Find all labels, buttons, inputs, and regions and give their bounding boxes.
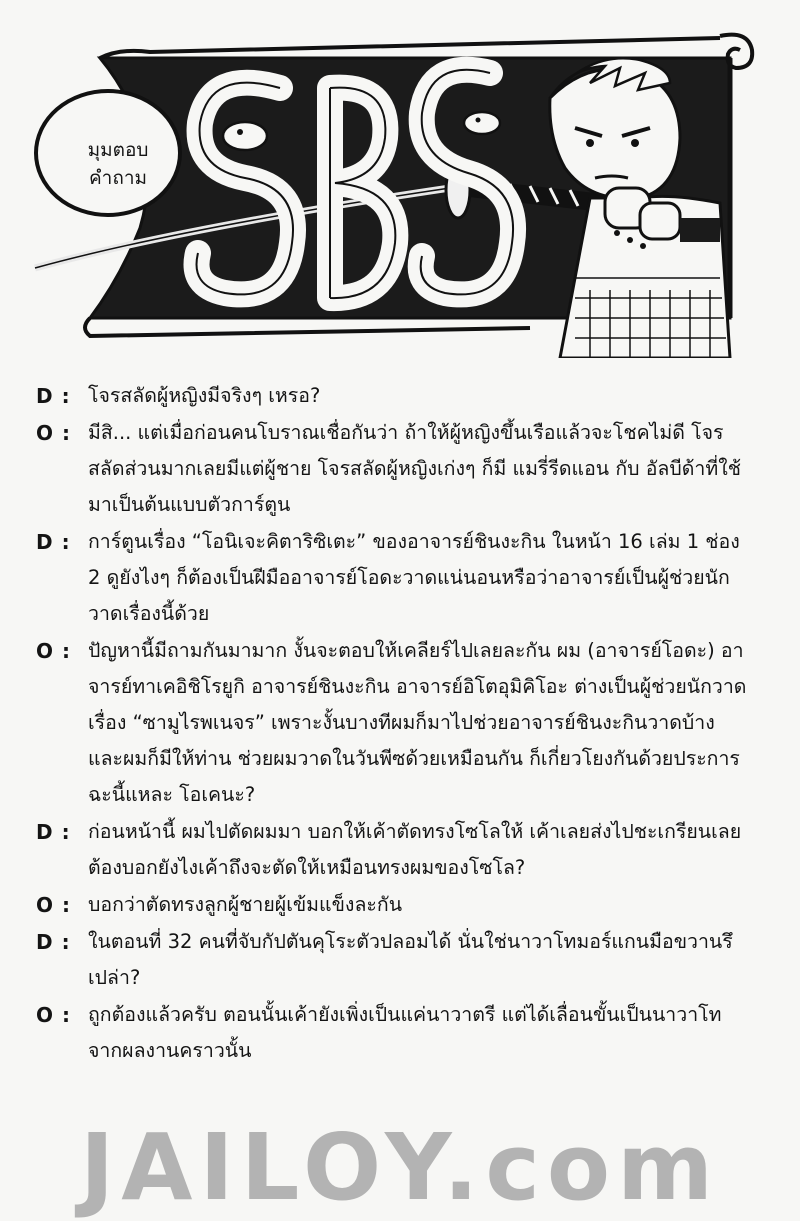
sbs-header-banner [30, 28, 760, 358]
qa-text: การ์ตูนเรื่อง “โอนิเจะคิตาริซิเตะ” ของอาจารย์ชินงะกิน ในหน้า 16 เล่ม 1 ช่อง 2 ดูยังไงๆ ก็ต้องเป็นฝีมืออาจารย์โอดะวาดแน่นอนหรือว่าอาจารย์เป็นผู้ช่วยนักวาดเรื่องนี้ด้วย [88, 530, 740, 625]
qa-text: ก่อนหน้านี้ ผมไปตัดผมมา บอกให้เค้าตัดทรงโซโลให้ เค้าเลยส่งไปชะเกรียนเลย ต้องบอกยังไงเค้าถึงจะตัดให้เหมือนทรงผมของโซโล? [88, 820, 742, 879]
speaker-label: D : [36, 820, 71, 844]
qa-row [36, 378, 748, 414]
qa-text: ถูกต้องแล้วครับ ตอนนั้นเค้ายังเพิ่งเป็นแค่นาวาตรี แต่ได้เลื่อนขั้นเป็นนาวาโท จากผลงานคราวนั้น [88, 1003, 722, 1062]
speaker-label: O : [36, 421, 71, 445]
qa-text: โจรสลัดผู้หญิงมีจริงๆ เหรอ? [88, 384, 321, 407]
qa-row [36, 997, 748, 1069]
qa-row [36, 887, 748, 923]
speaker-label: D : [36, 930, 71, 954]
qa-row [36, 924, 748, 996]
qa-row [36, 814, 748, 886]
speaker-label: D : [36, 530, 71, 554]
speaker-label: D : [36, 384, 71, 408]
snake-head-left [223, 122, 267, 150]
qa-list [36, 378, 748, 1070]
scroll-bottom-curl [85, 318, 530, 336]
snake-head-right [464, 112, 500, 134]
qa-text: บอกว่าตัดทรงลูกผู้ชายผู้เข้มแข็งละกัน [88, 893, 403, 916]
corner-label-line1: มุมตอบ [87, 139, 149, 161]
watermark: JAILOY.com [80, 1114, 720, 1221]
corner-label-line2: คำถาม [88, 167, 148, 189]
qa-text: ปัญหานี้มีถามกันมามาก งั้นจะตอบให้เคลียร์ไปเลยละกัน ผม (อาจารย์โอดะ) อาจารย์ทาเคอิชิโรยูกิ อาจารย์ชินงะกิน อาจารย์อิโตอุมิคิโอะ ต่างเป็นผู้ช่วยนักวาดเรื่อง “ซามูไรพเนจร” เพราะงั้นบางทีผมก็มาไปช่วยอาจารย์ชินงะกินวาดบ้าง และผมก็มีให้ท่าน ช่วยผมวาดในวันพีซด้วยเหมือนกัน ก็เกี่ยวโยงกันด้วยประการฉะนี้แหละ โอเคนะ? [88, 639, 747, 806]
banner-illustration [30, 28, 760, 358]
qa-row [36, 633, 748, 813]
speaker-label: O : [36, 1003, 71, 1027]
qa-row [36, 524, 748, 632]
qa-text: ในตอนที่ 32 คนที่จับกัปตันคุโระตัวปลอมได้ นั่นใช่นาวาโทมอร์แกนมือขวานรึเปล่า? [88, 930, 733, 989]
speaker-label: O : [36, 639, 71, 663]
qa-text: มีสิ... แต่เมื่อก่อนคนโบราณเชื่อกันว่า ถ้าให้ผู้หญิงขึ้นเรือแล้วจะโชคไม่ดี โจรสลัดส่วนมากเลยมีแต่ผู้ชาย โจรสลัดผู้หญิงเก่งๆ ก็มี แมรี่รีดแอน กับ อัลบีด้าที่ใช้มาเป็นต้นแบบตัวการ์ตูน [88, 421, 741, 516]
qa-row [36, 415, 748, 523]
speaker-label: O : [36, 893, 71, 917]
corner-label [58, 136, 178, 192]
